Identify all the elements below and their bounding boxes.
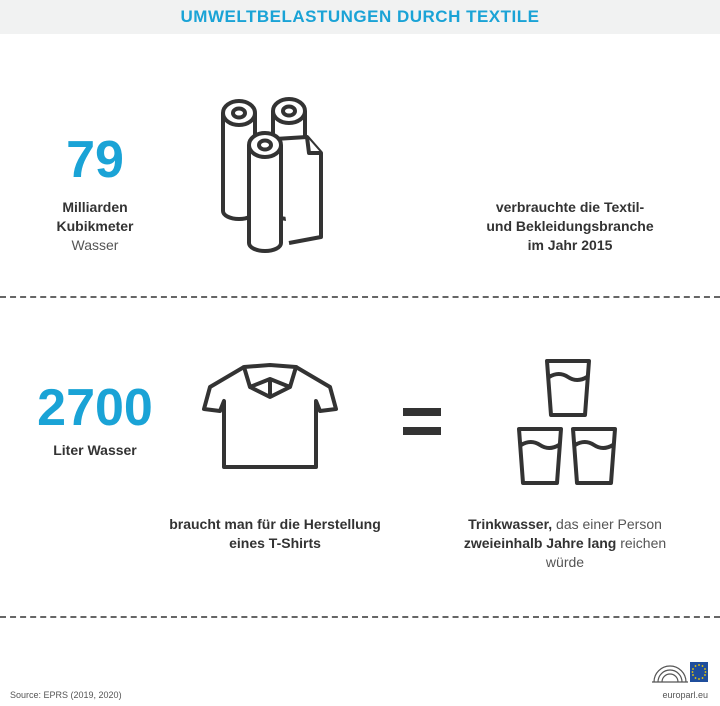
- water-volume-number: 79: [66, 131, 124, 189]
- fabric-rolls-icon: [215, 93, 330, 253]
- drinking-water-description: Trinkwasser, das einer Person zweieinhalb Jahre lang reichen würde: [463, 516, 667, 570]
- tshirt-description: braucht man für die Herstellung eines T-Shirts: [169, 516, 381, 551]
- liters-number: 2700: [37, 379, 153, 437]
- water-volume-unit: Milliarden Kubikmeter Wasser: [56, 199, 134, 253]
- liters-unit: Liter Wasser: [53, 442, 137, 458]
- european-parliament-logo: [650, 656, 710, 686]
- source-note: Source: EPRS (2019, 2020): [10, 690, 122, 700]
- page-title: UMWELTBELASTUNGEN DURCH TEXTILE: [180, 7, 540, 26]
- section-divider-1: [0, 296, 720, 298]
- water-usage-description: verbrauchte die Textil- und Bekleidungsbranche im Jahr 2015: [486, 199, 654, 253]
- site-link[interactable]: europarl.eu: [662, 690, 708, 700]
- water-glasses-icon: [515, 357, 620, 487]
- header-bar: [0, 0, 720, 34]
- section-divider-2: [0, 616, 720, 618]
- equals-icon: [403, 408, 441, 435]
- t-shirt-icon: [200, 357, 340, 472]
